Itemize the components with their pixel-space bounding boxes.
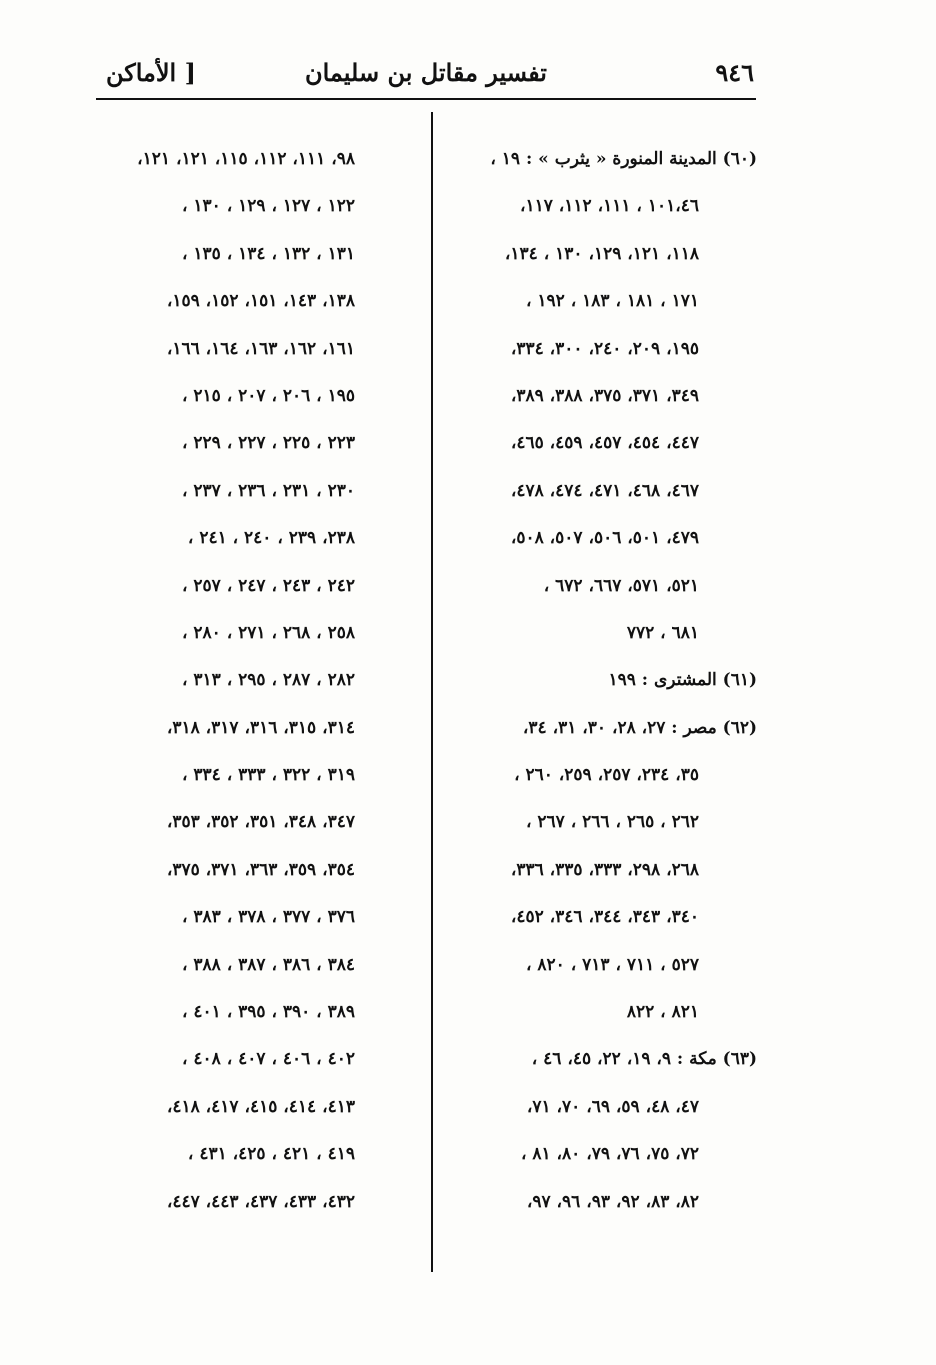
index-line: ٢٤٢ ، ٢٤٣ ، ٢٤٧ ، ٢٥٧ ، <box>181 575 355 596</box>
index-entry: (٦١) المشترى : ١٩٩ <box>608 670 757 691</box>
index-line: ٤٣٢، ٤٣٣، ٤٣٧، ٤٤٣، ٤٤٧، <box>166 1191 355 1212</box>
book-title: تفسير مقاتل بن سليمان <box>304 58 547 87</box>
index-line: ٤٧، ٤٨، ٥٩، ٦٩، ٧٠، ٧١، <box>526 1096 699 1117</box>
index-line: ٤١٩ ، ٤٢١ ، ٤٢٥، ٤٣١ ، <box>187 1144 355 1165</box>
index-line: ٣٨٤ ، ٣٨٦ ، ٣٨٧ ، ٣٨٨ ، <box>181 954 355 975</box>
index-line: ١٠١،٤٦ ، ١١١، ١١٢، ١١٧، <box>519 196 699 217</box>
index-line: ٥٢٧ ، ٧١١ ، ٧١٣ ، ٨٢٠ ، <box>525 954 699 975</box>
index-line: ٤٠٢ ، ٤٠٦ ، ٤٠٧ ، ٤٠٨ ، <box>181 1049 355 1070</box>
index-line: ١٩٥، ٢٠٩، ٢٤٠، ٣٠٠، ٣٣٤، <box>510 338 699 359</box>
index-line: ٢٦٨، ٢٩٨، ٣٣٣، ٣٣٥، ٣٣٦، <box>510 859 699 880</box>
index-line: ١٣١ ، ١٣٢ ، ١٣٤ ، ١٣٥ ، <box>181 243 355 264</box>
page-number: ٩٤٦ <box>715 58 754 87</box>
index-line: ٣٧٦ ، ٣٧٧ ، ٣٧٨ ، ٣٨٣ ، <box>181 907 355 928</box>
index-line: ٧٢، ٧٥، ٧٦، ٧٩، ٨٠، ٨١ ، <box>520 1144 699 1165</box>
index-entry: (٦٠) المدينة المنورة « يثرب » : ١٩ ، <box>490 149 757 169</box>
header-rule <box>96 98 756 100</box>
index-line: ٣١٤، ٣١٥، ٣١٦، ٣١٧، ٣١٨، <box>166 717 355 738</box>
index-line: ٩٨، ١١١، ١١٢، ١١٥، ١٢١، ١٢١، <box>137 149 355 169</box>
index-line: ٢٥٨ ، ٢٦٨ ، ٢٧١ ، ٢٨٠ ، <box>181 622 355 643</box>
index-line: ٦٨١ ، ٧٧٢ <box>626 622 699 643</box>
index-line: ١٣٨، ١٤٣، ١٥١، ١٥٢، ١٥٩، <box>166 291 355 312</box>
index-line: ٢٨٢ ، ٢٨٧ ، ٢٩٥ ، ٣١٣ ، <box>181 670 355 691</box>
index-line: ٤٤٧، ٤٥٤، ٤٥٧، ٤٥٩، ٤٦٥، <box>510 433 699 454</box>
index-column-left <box>100 136 355 1226</box>
index-line: ١٧١ ، ١٨١ ، ١٨٣ ، ١٩٢ ، <box>525 291 699 312</box>
index-line: ٢٢٣ ، ٢٢٥ ، ٢٢٧ ، ٢٢٩ ، <box>181 433 355 454</box>
index-line: ٣٥، ٢٣٤، ٢٥٧، ٢٥٩، ٢٦٠ ، <box>514 765 699 786</box>
index-line: ٨٢، ٨٣، ٩٢، ٩٣، ٩٦، ٩٧، <box>526 1191 699 1212</box>
index-line: ٣١٩ ، ٣٢٢ ، ٣٣٣ ، ٣٣٤ ، <box>181 765 355 786</box>
section-title: [ الأماكن <box>106 58 196 87</box>
index-entry: (٦٢) مصر : ٢٧، ٢٨، ٣٠، ٣١، ٣٤، <box>522 717 757 738</box>
index-line: ٣٤٧، ٣٤٨، ٣٥١، ٣٥٢، ٣٥٣، <box>166 812 355 833</box>
index-line: ٣٤٠، ٣٤٣، ٣٤٤، ٣٤٦، ٤٥٢، <box>510 907 699 928</box>
index-line: ٢٦٢ ، ٢٦٥ ، ٢٦٦ ، ٢٦٧ ، <box>525 812 699 833</box>
index-line: ١٩٥ ، ٢٠٦ ، ٢٠٧ ، ٢١٥ ، <box>181 385 355 406</box>
index-line: ٢٣٨، ٢٣٩ ، ٢٤٠ ، ٢٤١ ، <box>187 528 355 549</box>
index-line: ١٦١، ١٦٢، ١٦٣، ١٦٤، ١٦٦، <box>166 338 355 359</box>
index-column-right <box>452 136 757 1226</box>
page-header <box>96 48 756 98</box>
index-line: ٣٤٩، ٣٧١، ٣٧٥، ٣٨٨، ٣٨٩، <box>510 385 699 406</box>
index-line: ١١٨، ١٢١، ١٢٩، ١٣٠ ، ١٣٤، <box>504 243 699 264</box>
index-line: ٣٥٤، ٣٥٩، ٣٦٣، ٣٧١، ٣٧٥، <box>166 859 355 880</box>
index-line: ٢٣٠ ، ٢٣١ ، ٢٣٦ ، ٢٣٧ ، <box>181 480 355 501</box>
index-line: ٨٢١ ، ٨٢٢ <box>626 1002 699 1023</box>
index-line: ٥٢١، ٥٧١، ٦٦٧، ٦٧٢ ، <box>543 575 699 596</box>
index-line: ١٢٢ ، ١٢٧ ، ١٢٩ ، ١٣٠ ، <box>181 196 355 217</box>
index-entry: (٦٣) مكة : ٩، ١٩، ٢٢، ٤٥، ٤٦ ، <box>531 1049 757 1070</box>
column-divider <box>431 112 433 1272</box>
index-line: ٣٨٩ ، ٣٩٠ ، ٣٩٥ ، ٤٠١ ، <box>181 1002 355 1023</box>
index-line: ٤٦٧، ٤٦٨، ٤٧١، ٤٧٤، ٤٧٨، <box>510 480 699 501</box>
index-line: ٤٧٩، ٥٠١، ٥٠٦، ٥٠٧، ٥٠٨، <box>510 528 699 549</box>
index-line: ٤١٣، ٤١٤، ٤١٥، ٤١٧، ٤١٨، <box>166 1096 355 1117</box>
